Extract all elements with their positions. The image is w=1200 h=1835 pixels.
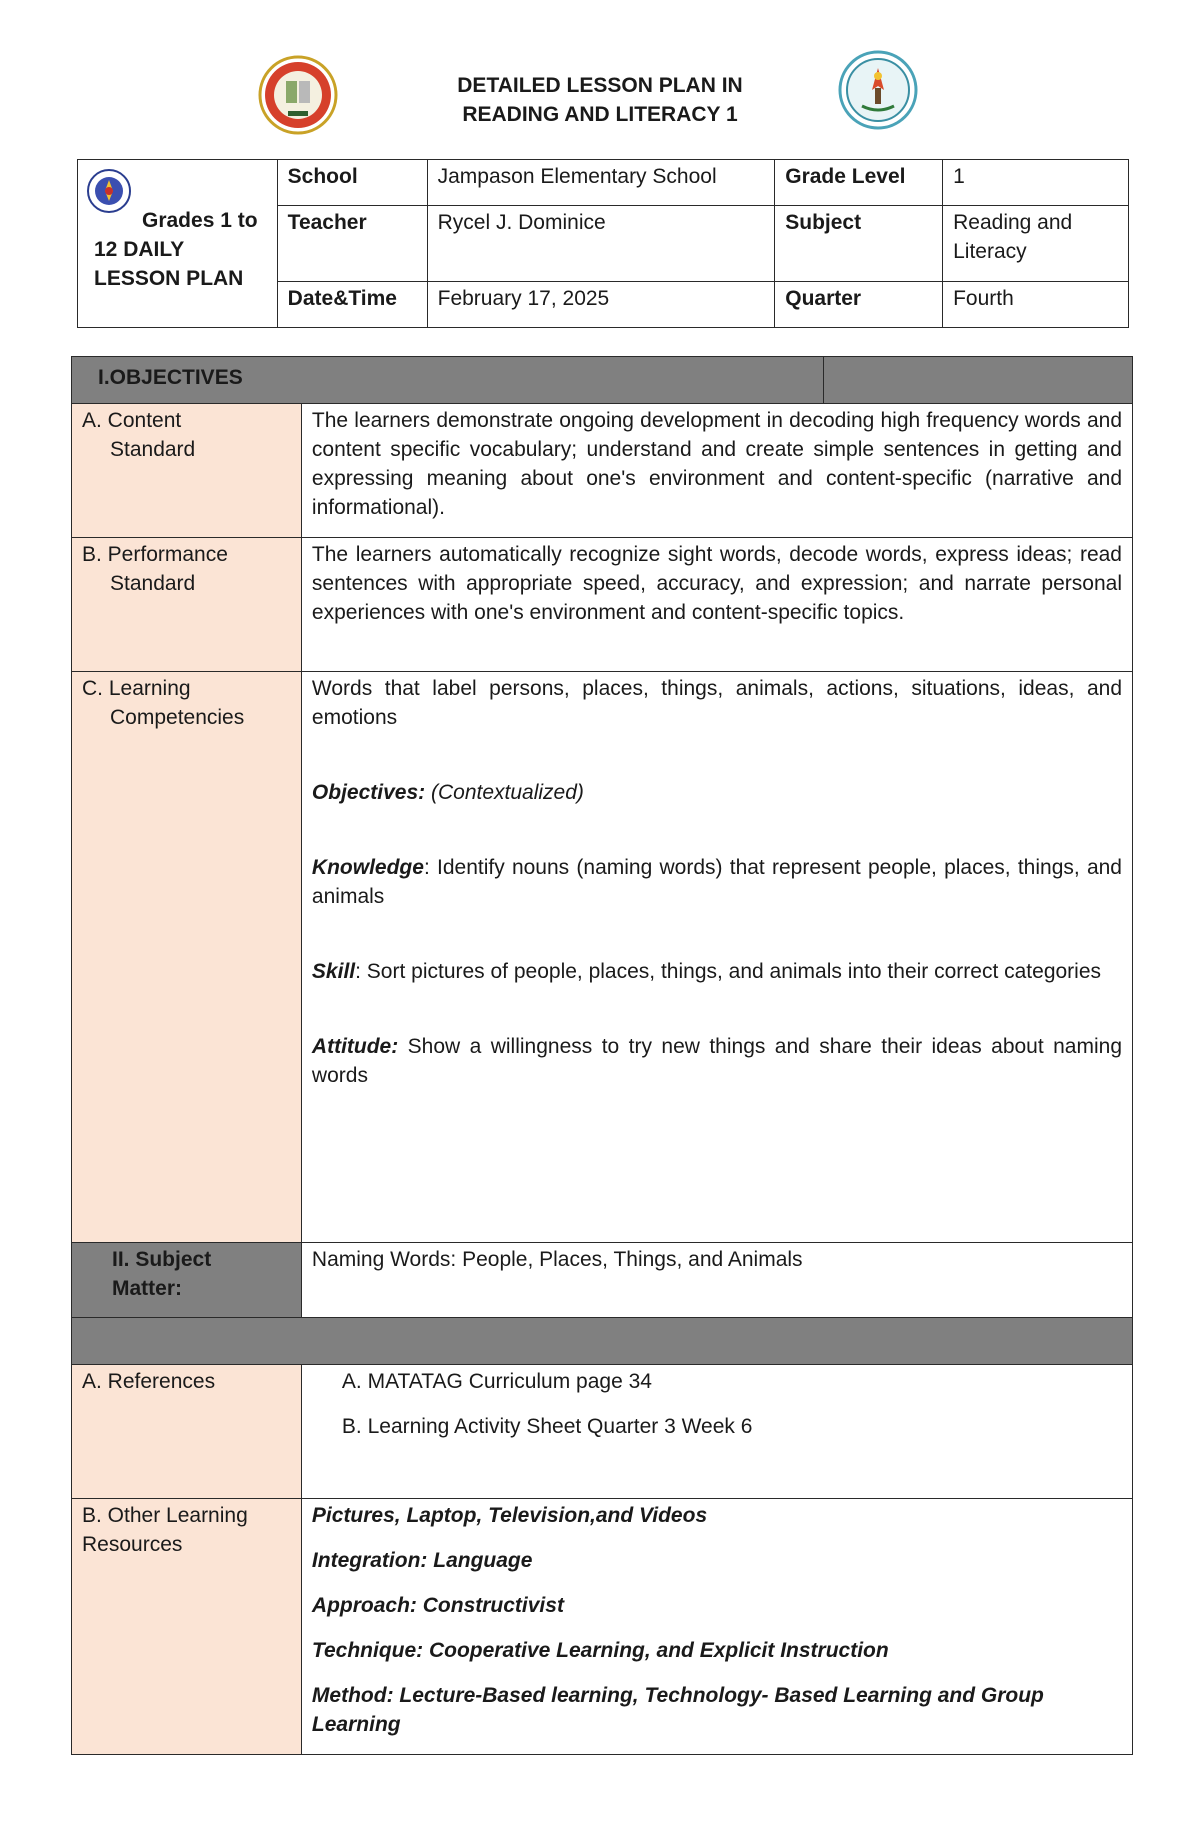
division-seal-logo xyxy=(838,50,918,130)
section-divider-bar xyxy=(72,1318,1133,1365)
dll-label-line-2: 12 DAILY xyxy=(94,238,185,261)
knowledge-label: Knowledge xyxy=(311,856,424,879)
grade-level-value: 1 xyxy=(943,160,1129,206)
quarter-value: Fourth xyxy=(943,282,1129,328)
reference-item-a: A. MATATAG Curriculum page 34 xyxy=(341,1370,652,1393)
datetime-value: February 17, 2025 xyxy=(427,282,775,328)
technique-line: Technique: Cooperative Learning, and Explicit Instruction xyxy=(311,1639,889,1662)
document-title xyxy=(380,71,820,129)
other-resources-label: B. Other Learning Resources xyxy=(72,1499,302,1755)
approach-line: Approach: Constructivist xyxy=(311,1594,564,1617)
content-standard-text: The learners demonstrate ongoing development in decoding high frequency words and content specific vocabulary; understand and create simple sentences in getting and expressing meaning about one's environment and content-specific (narrative and informational). xyxy=(301,404,1132,538)
dll-label-cell xyxy=(78,160,278,328)
title-line-1: DETAILED LESSON PLAN IN xyxy=(457,74,743,97)
dll-label xyxy=(86,206,258,293)
objectives-table xyxy=(71,356,1133,1755)
grade-level-label: Grade Level xyxy=(775,160,943,206)
school-value: Jampason Elementary School xyxy=(427,160,775,206)
dll-label-line-1: Grades 1 to xyxy=(142,209,258,232)
objectives-line xyxy=(312,778,1122,807)
skill-text: : Sort pictures of people, places, things, and animals into their correct categories xyxy=(355,960,1102,983)
reference-item-b: B. Learning Activity Sheet Quarter 3 Week 6 xyxy=(341,1415,753,1438)
datetime-label: Date&Time xyxy=(277,282,427,328)
knowledge-objective xyxy=(312,853,1122,911)
title-line-2: READING AND LITERACY 1 xyxy=(462,103,738,126)
objectives-header-blank xyxy=(824,357,1133,404)
knowledge-text: : Identify nouns (naming words) that represent people, places, things, and animals xyxy=(311,856,1122,908)
references-label: A. References xyxy=(72,1365,302,1499)
learning-competencies-label xyxy=(72,672,302,1243)
attitude-objective xyxy=(312,1032,1122,1090)
skill-objective xyxy=(312,957,1122,986)
subject-value: Reading and Literacy xyxy=(943,206,1129,282)
integration-line: Integration: Language xyxy=(311,1549,533,1572)
school-seal-logo xyxy=(258,55,338,135)
content-standard-label-line-1: A. Content xyxy=(82,409,182,432)
performance-standard-label-line-1: B. Performance xyxy=(82,543,228,566)
subject-matter-value: Naming Words: People, Places, Things, and Animals xyxy=(301,1243,1132,1318)
competencies-label-line-2: Competencies xyxy=(110,706,245,729)
materials-line: Pictures, Laptop, Television,and Videos xyxy=(311,1504,708,1527)
school-label: School xyxy=(277,160,427,206)
attitude-label: Attitude: xyxy=(311,1035,399,1058)
subject-matter-label xyxy=(72,1243,302,1318)
subject-label: Subject xyxy=(775,206,943,282)
lesson-info-table xyxy=(77,159,1129,328)
objectives-header: I.OBJECTIVES xyxy=(72,357,824,404)
subject-matter-label-line-1: II. Subject xyxy=(112,1248,212,1271)
performance-standard-label-line-2: Standard xyxy=(110,572,196,595)
objectives-label: Objectives: xyxy=(311,781,426,804)
teacher-value: Rycel J. Dominice xyxy=(427,206,775,282)
attitude-text: Show a willingness to try new things and share their ideas about naming words xyxy=(311,1035,1122,1087)
competencies-label-line-1: C. Learning xyxy=(82,677,191,700)
content-standard-label xyxy=(72,404,302,538)
teacher-label: Teacher xyxy=(277,206,427,282)
references-content xyxy=(301,1365,1132,1499)
performance-standard-text: The learners automatically recognize sight words, decode words, express ideas; read sentences with appropriate speed, accuracy, and expression; and narrate personal experiences with one's environment and content-specific topics. xyxy=(301,538,1132,672)
dll-label-line-3: LESSON PLAN xyxy=(94,267,244,290)
competency-text: Words that label persons, places, things, animals, actions, situations, ideas, and emotions xyxy=(311,677,1122,729)
content-standard-label-line-2: Standard xyxy=(110,438,196,461)
other-resources-content xyxy=(301,1499,1132,1755)
learning-competencies-content xyxy=(301,672,1132,1243)
method-line: Method: Lecture-Based learning, Technology- Based Learning and Group Learning xyxy=(311,1684,1044,1736)
performance-standard-label xyxy=(72,538,302,672)
objectives-note: (Contextualized) xyxy=(430,781,584,804)
quarter-label: Quarter xyxy=(775,282,943,328)
subject-matter-label-line-2: Matter: xyxy=(112,1277,183,1300)
skill-label: Skill xyxy=(311,960,356,983)
